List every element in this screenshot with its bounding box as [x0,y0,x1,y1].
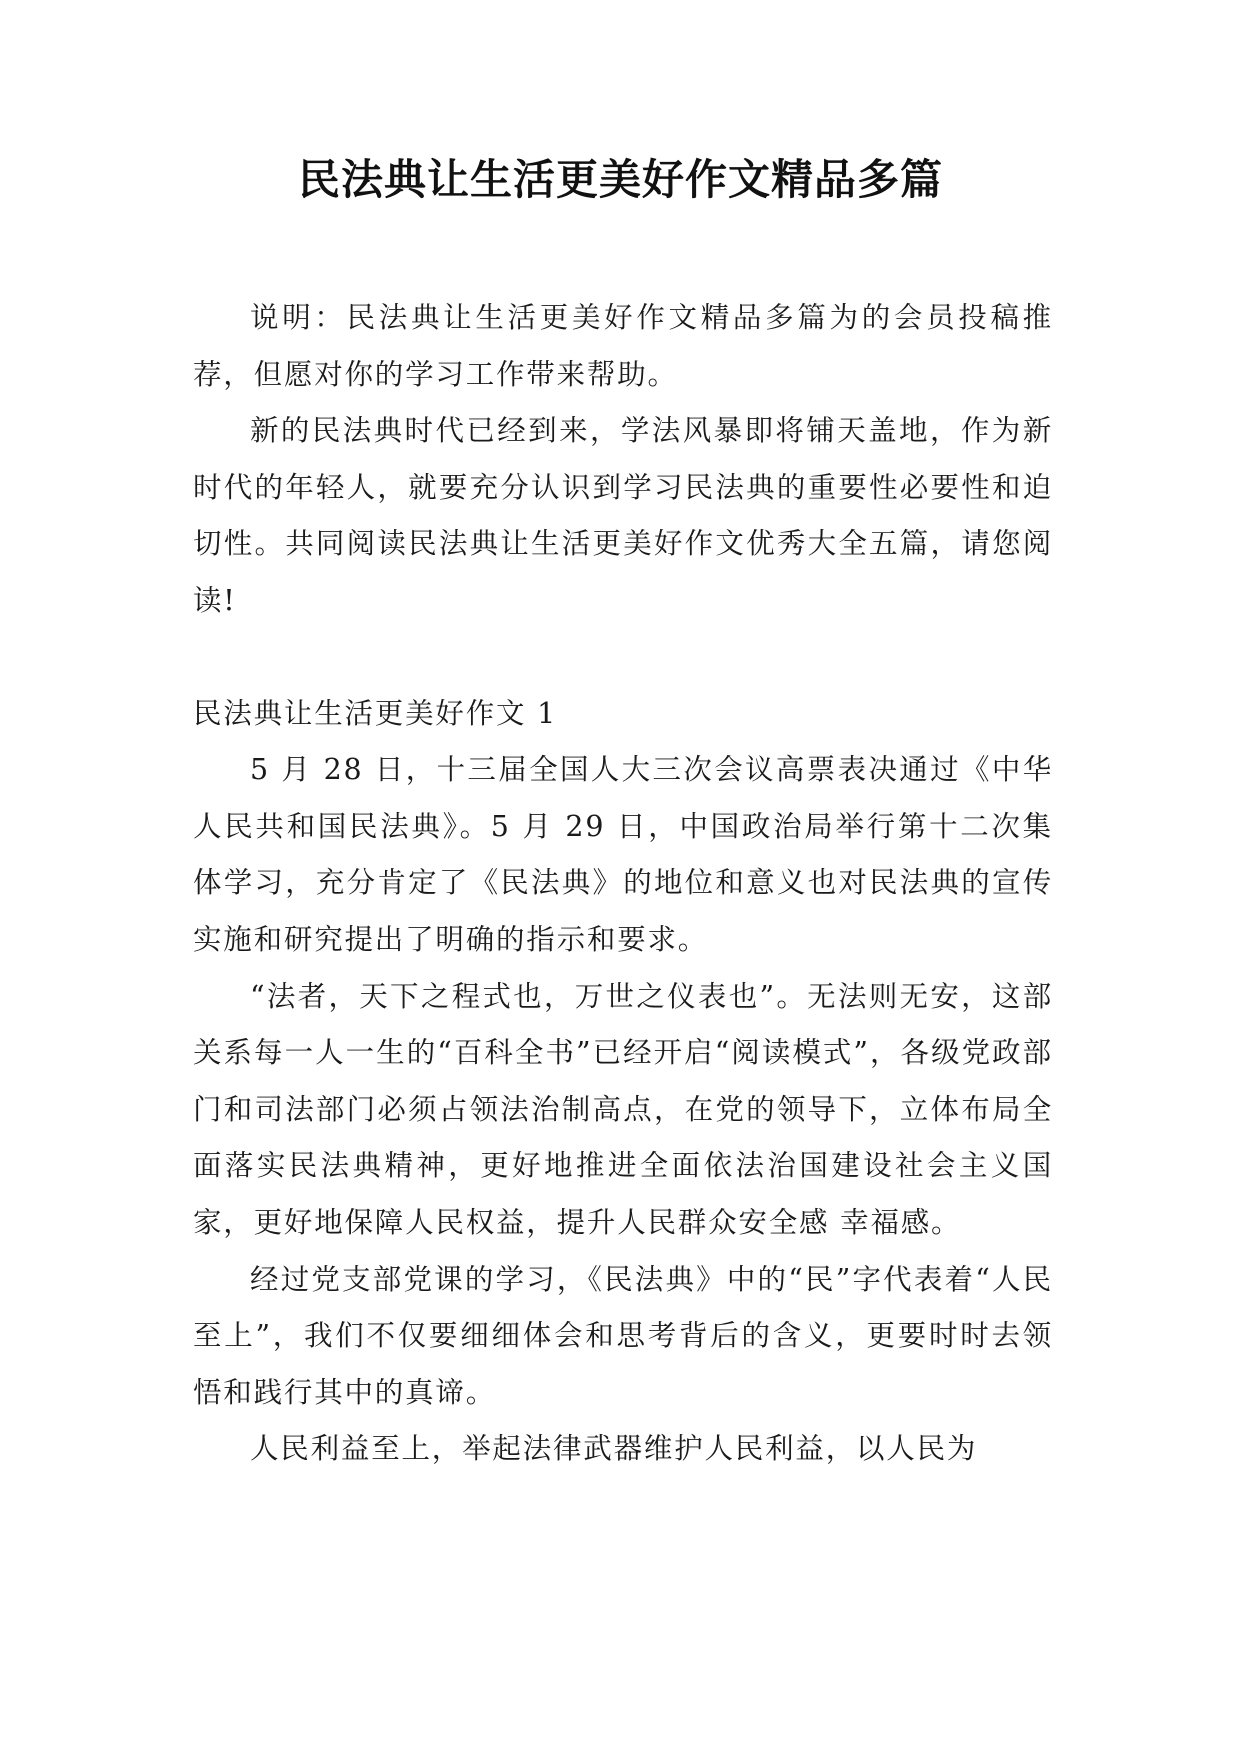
intro-paragraph: 新的民法典时代已经到来，学法风暴即将铺天盖地，作为新时代的年轻人，就要充分认识到学习民法典的重要性必要性和迫切性。共同阅读民法典让生活更美好作文优秀大全五篇，请您阅读! [193,414,1053,617]
intro-paragraph-note: 说明：民法典让生活更美好作文精品多篇为的会员投稿推荐，但愿对你的学习工作带来帮助。 [193,301,1053,391]
section-heading: 民法典让生活更美好作文 1 [193,696,558,730]
section-paragraph: 人民利益至上，举起法律武器维护人民利益，以人民为 [250,1432,978,1466]
page-title: 民法典让生活更美好作文精品多篇 [297,155,943,204]
document-body [193,290,1053,1478]
section-paragraph: 5 月 28 日，十三届全国人大三次会议高票表决通过《中华人民共和国民法典》。5 月 29 日，中国政治局举行第十二次集体学习，充分肯定了《民法典》的地位和意义也对民法典的宣传实施和研究提出了明确的指示和要求。 [193,753,1053,956]
section-paragraph: 经过党支部党课的学习，《民法典》中的“民”字代表着“人民至上”，我们不仅要细细体会和思考背后的含义，更要时时去领悟和践行其中的真谛。 [193,1262,1053,1409]
section-paragraph: “法者，天下之程式也，万世之仪表也”。无法则无安，这部关系每一人一生的“百科全书”已经开启“阅读模式”，各级党政部门和司法部门必须占领法治制高点，在党的领导下，立体布局全面落实民法典精神，更好地推进全面依法治国建设社会主义国家，更好地保障人民权益，提升人民群众安全感 幸福感。 [193,979,1053,1239]
